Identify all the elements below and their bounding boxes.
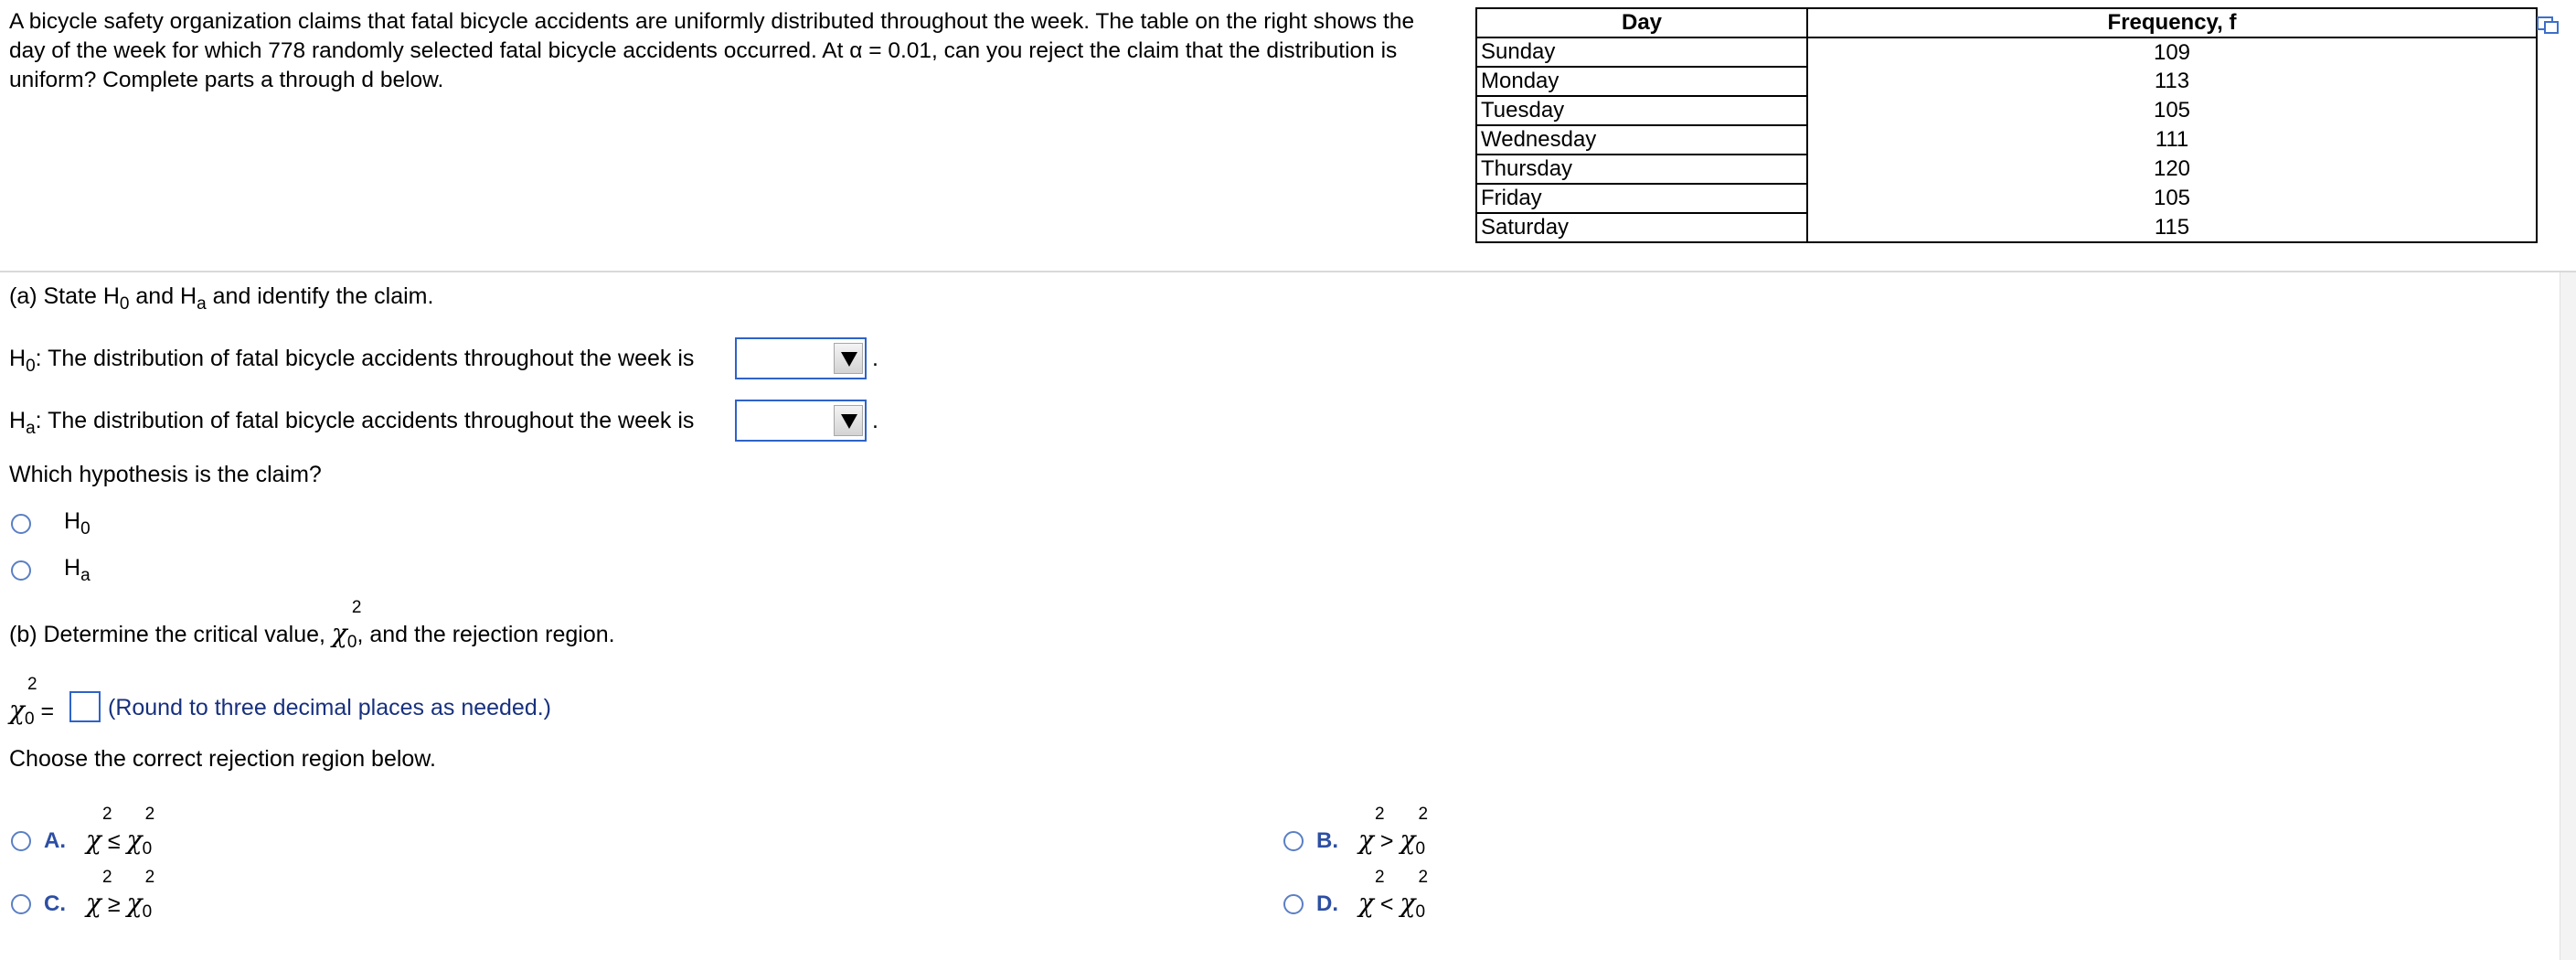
chi-symbol: χ bbox=[1400, 825, 1416, 855]
subscript: a bbox=[80, 566, 90, 585]
cell-frequency: 115 bbox=[1807, 213, 2537, 242]
period: . bbox=[872, 408, 878, 433]
option-a-letter: A. bbox=[44, 828, 66, 853]
cell-frequency: 105 bbox=[1807, 184, 2537, 213]
radio-option-a[interactable] bbox=[11, 831, 31, 851]
problem-statement: A bicycle safety organization claims that fatal bicycle accidents are uniformly distributed throughout the week. The table on the right shows the day of the week for which 778 randomly selected fatal bicycle accidents occurred. At α = 0.01, can you reject the claim that the distribution is uniform? Complete parts a through d below. bbox=[9, 9, 1415, 92]
section-divider bbox=[0, 271, 2576, 272]
part-b-heading-text: , and the rejection region. bbox=[357, 622, 615, 647]
cell-day: Thursday bbox=[1476, 155, 1807, 184]
part-a-heading-text: and identify the claim. bbox=[206, 283, 434, 309]
cell-frequency: 120 bbox=[1807, 155, 2537, 184]
chi-symbol: χ bbox=[331, 618, 347, 648]
subscript: 0 bbox=[26, 357, 36, 376]
cell-day: Saturday bbox=[1476, 213, 1807, 242]
superscript: 2 bbox=[351, 598, 362, 617]
superscript: 2 bbox=[144, 868, 155, 887]
chi-symbol: χ bbox=[1358, 825, 1374, 855]
radio-h0[interactable] bbox=[11, 514, 31, 534]
h0-label: H bbox=[9, 346, 27, 371]
ha-label: H bbox=[9, 408, 27, 433]
option-b-expression bbox=[1358, 805, 1429, 859]
subscript: 0 bbox=[80, 519, 90, 539]
equals-sign: = bbox=[40, 699, 55, 724]
subscript: a bbox=[197, 294, 207, 314]
header-frequency-text: Frequency, f bbox=[2107, 10, 2237, 35]
superscript: 2 bbox=[102, 805, 112, 824]
chi-square-term bbox=[86, 868, 112, 918]
scrollbar-track[interactable] bbox=[2560, 272, 2576, 960]
h0-dropdown[interactable] bbox=[735, 337, 867, 379]
subscript: 0 bbox=[1415, 902, 1426, 922]
superscript: 2 bbox=[1418, 805, 1429, 824]
comparison-operator: ≤ bbox=[107, 828, 121, 854]
cell-frequency: 111 bbox=[1807, 125, 2537, 155]
comparison-operator: < bbox=[1379, 891, 1394, 917]
superscript: 2 bbox=[144, 805, 155, 824]
part-a-heading bbox=[9, 283, 434, 314]
cell-day: Friday bbox=[1476, 184, 1807, 213]
frequency-table bbox=[1475, 7, 2538, 243]
critical-value-symbol bbox=[9, 675, 37, 729]
critical-value-equation bbox=[9, 675, 55, 729]
header-frequency bbox=[1807, 8, 2537, 37]
critical-value-symbol bbox=[126, 868, 155, 922]
option-d-letter: D. bbox=[1316, 891, 1338, 916]
ha-dropdown[interactable] bbox=[735, 400, 867, 442]
chi-symbol: χ bbox=[126, 888, 143, 918]
subscript: 0 bbox=[346, 633, 357, 652]
chi-symbol: χ bbox=[86, 825, 101, 855]
cell-day: Monday bbox=[1476, 67, 1807, 96]
radio-option-c[interactable] bbox=[11, 894, 31, 914]
table-row bbox=[1476, 96, 2537, 125]
table-row bbox=[1476, 155, 2537, 184]
radio-option-d[interactable] bbox=[1283, 894, 1304, 914]
table-row bbox=[1476, 184, 2537, 213]
claim-question: Which hypothesis is the claim? bbox=[9, 462, 322, 487]
cell-day: Tuesday bbox=[1476, 96, 1807, 125]
chi-square-term bbox=[1358, 805, 1385, 855]
popout-icon[interactable] bbox=[2536, 13, 2560, 37]
cell-frequency: 113 bbox=[1807, 67, 2537, 96]
option-b-letter: B. bbox=[1316, 828, 1338, 853]
subscript: a bbox=[26, 419, 36, 438]
critical-value-symbol bbox=[126, 805, 155, 859]
part-b-heading bbox=[9, 598, 615, 652]
chi-symbol: χ bbox=[1400, 888, 1416, 918]
chi-square-term bbox=[1358, 868, 1385, 918]
cell-day: Wednesday bbox=[1476, 125, 1807, 155]
dropdown-arrow-icon[interactable] bbox=[834, 343, 863, 374]
chi-square-term bbox=[86, 805, 112, 855]
comparison-operator: ≥ bbox=[107, 891, 121, 917]
region-prompt: Choose the correct rejection region below. bbox=[9, 746, 436, 772]
table-row bbox=[1476, 213, 2537, 242]
part-a-heading-text: and H bbox=[129, 283, 197, 309]
subscript: 0 bbox=[1415, 839, 1426, 859]
ha-text: : The distribution of fatal bicycle accidents throughout the week is bbox=[35, 408, 695, 433]
critical-value-symbol bbox=[1400, 868, 1429, 922]
critical-value-input[interactable] bbox=[69, 691, 101, 722]
table-row bbox=[1476, 67, 2537, 96]
subscript: 0 bbox=[142, 839, 153, 859]
h0-statement bbox=[9, 346, 695, 376]
h0-text: : The distribution of fatal bicycle accidents throughout the week is bbox=[35, 346, 695, 371]
superscript: 2 bbox=[27, 675, 37, 694]
radio-ha[interactable] bbox=[11, 560, 31, 581]
cell-frequency: 105 bbox=[1807, 96, 2537, 125]
option-label: H bbox=[64, 555, 81, 581]
critical-value-symbol bbox=[331, 598, 362, 652]
rounding-hint: (Round to three decimal places as needed.) bbox=[108, 695, 552, 720]
part-a-heading-text: (a) State H bbox=[9, 283, 120, 309]
subscript: 0 bbox=[24, 709, 35, 729]
dropdown-arrow-icon[interactable] bbox=[834, 405, 863, 436]
subscript: 0 bbox=[142, 902, 153, 922]
superscript: 2 bbox=[1375, 805, 1385, 824]
superscript: 2 bbox=[102, 868, 112, 887]
chi-symbol: χ bbox=[1358, 888, 1374, 918]
option-d-expression bbox=[1358, 868, 1429, 922]
chi-symbol: χ bbox=[9, 695, 25, 725]
cell-frequency: 109 bbox=[1807, 37, 2537, 67]
cell-day: Sunday bbox=[1476, 37, 1807, 67]
period: . bbox=[872, 346, 878, 371]
superscript: 2 bbox=[1418, 868, 1429, 887]
part-b-heading-text: (b) Determine the critical value, bbox=[9, 622, 325, 647]
chi-symbol: χ bbox=[126, 825, 143, 855]
option-label: H bbox=[64, 508, 81, 534]
header-day: Day bbox=[1476, 8, 1807, 37]
option-c-letter: C. bbox=[44, 891, 66, 916]
comparison-operator: > bbox=[1379, 828, 1394, 854]
critical-value-symbol bbox=[1400, 805, 1429, 859]
chi-symbol: χ bbox=[86, 888, 101, 918]
option-c-expression bbox=[86, 868, 155, 922]
option-h0-label bbox=[64, 508, 90, 539]
option-a-expression bbox=[86, 805, 155, 859]
ha-statement bbox=[9, 408, 695, 438]
table-row bbox=[1476, 125, 2537, 155]
subscript: 0 bbox=[119, 294, 130, 314]
radio-option-b[interactable] bbox=[1283, 831, 1304, 851]
superscript: 2 bbox=[1375, 868, 1385, 887]
table-row bbox=[1476, 37, 2537, 67]
option-ha-label bbox=[64, 555, 90, 585]
